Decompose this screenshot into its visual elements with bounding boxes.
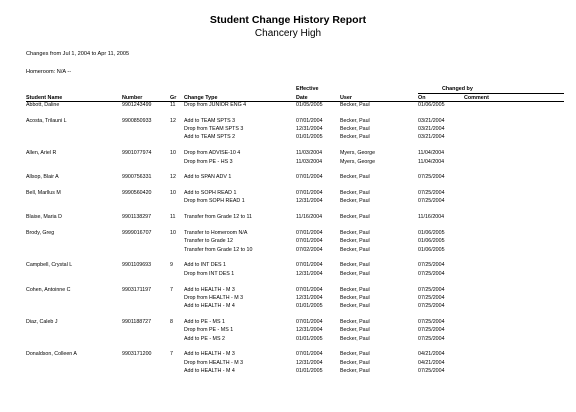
changed-on-date: 01/06/2005 [418,230,445,236]
changed-on-date: 11/04/2004 [418,158,445,165]
changed-by-user: Becker, Paul [340,294,370,301]
effective-date: 12/31/2004 [296,327,323,334]
student-name: Bell, Marllus M [26,190,61,197]
changed-by-user: Myers, George [340,150,376,157]
effective-date: 01/01/2005 [296,303,323,310]
header-user: User [340,95,352,101]
changed-by-user: Becker, Paul [340,198,370,205]
changed-on-date: 07/25/2004 [418,270,445,277]
effective-date: 07/01/2004 [296,318,323,325]
changed-on-date: 03/21/2004 [418,134,445,141]
header-grade: Gr [170,95,177,101]
header-effective: Effective [296,86,319,92]
change-type: Drop from TEAM SPTS 3 [184,126,244,133]
changed-on-date: 03/21/2004 [418,126,445,133]
student-number: 9903171197 [122,286,152,293]
effective-date: 07/01/2004 [296,174,323,181]
student-grade: 8 [170,318,173,325]
effective-date: 12/31/2004 [296,126,323,133]
changed-on-date: 07/25/2004 [418,174,445,181]
changed-on-date: 03/21/2004 [418,117,445,124]
effective-date: 07/01/2004 [296,230,323,236]
student-name: Abbott, Daline [26,102,60,108]
effective-date: 07/02/2004 [296,246,323,253]
student-number: 9900850933 [122,117,152,124]
student-grade: 10 [170,230,176,236]
student-grade: 12 [170,117,176,124]
student-name: Allsop, Blair A [26,174,59,181]
changed-by-user: Becker, Paul [340,318,370,325]
student-number: 9900756331 [122,174,152,181]
student-name: Cohen, Antoinne C [26,286,71,293]
change-type: Add to TEAM SPTS 3 [184,117,236,124]
student-number: 9901077974 [122,150,152,157]
changed-on-date: 01/06/2005 [418,102,445,108]
effective-date: 07/01/2004 [296,286,323,293]
change-type: Add to TEAM SPTS 2 [184,134,236,141]
changed-by-user: Becker, Paul [340,359,370,366]
effective-date: 07/01/2004 [296,262,323,269]
change-type: Add to PE - MS 1 [184,318,225,325]
changed-by-user: Myers, George [340,158,376,165]
homeroom-filter: Homeroom: N/A -- [26,69,72,75]
effective-date: 12/31/2004 [296,198,323,205]
changed-by-user: Becker, Paul [340,238,370,245]
change-type: Add to PE - MS 2 [184,335,225,342]
effective-date: 11/03/2004 [296,158,323,165]
report-title: Student Change History Report [209,14,367,26]
student-name: Brody, Greg [26,230,55,236]
effective-date: 07/01/2004 [296,238,323,245]
change-type: Add to SPAN ADV 1 [184,174,232,181]
student-number: 9901243499 [122,102,152,108]
change-type: Drop from JUNIOR ENG 4 [184,102,247,108]
student-grade: 7 [170,286,173,293]
change-type: Drop from HEALTH - M 3 [184,294,244,301]
changed-by-user: Becker, Paul [340,174,370,181]
changed-by-user: Becker, Paul [340,246,370,253]
header-effective-date: Date [296,95,308,101]
effective-date: 07/01/2004 [296,351,323,358]
student-name: Donaldson, Colleen A [26,351,77,358]
changed-on-date: 07/25/2004 [418,198,445,205]
change-type: Drop from PE - MS 1 [184,327,234,334]
changed-by-user: Becker, Paul [340,327,370,334]
header-on: On [418,95,426,101]
change-type: Add to HEALTH - M 4 [184,367,235,374]
changed-by-user: Becker, Paul [340,335,370,342]
header-number: Number [122,95,143,101]
changed-on-date: 04/21/2004 [418,359,445,366]
student-number: 9903171200 [122,351,152,358]
effective-date: 12/31/2004 [296,294,323,301]
changed-on-date: 07/25/2004 [418,286,445,293]
change-type: Add to HEALTH - M 3 [184,286,235,293]
effective-date: 01/01/2005 [296,134,323,141]
change-type: Transfer to Homeroom N/A [184,230,248,236]
change-type: Add to SOPH READ 1 [184,190,237,197]
effective-date: 01/05/2005 [296,102,323,108]
effective-date: 01/01/2005 [296,367,323,374]
changed-on-date: 01/06/2005 [418,238,445,245]
changed-on-date: 07/25/2004 [418,367,445,374]
change-type: Drop from ADVISE-10 4 [184,150,241,157]
student-number: 9901138297 [122,214,152,221]
changed-by-user: Becker, Paul [340,134,370,141]
changed-on-date: 11/04/2004 [418,150,445,157]
effective-date: 07/01/2004 [296,190,323,197]
change-type: Transfer to Grade 12 [184,238,233,245]
header-student-name: Student Name [26,95,63,101]
changed-on-date: 11/16/2004 [418,214,445,221]
school-name: Chancery High [254,28,322,39]
student-grade: 11 [170,102,176,108]
effective-date: 01/01/2005 [296,335,323,342]
header-changed-by: Changed by [442,86,473,92]
changed-on-date: 07/25/2004 [418,327,445,334]
changed-by-user: Becker, Paul [340,190,370,197]
changed-by-user: Becker, Paul [340,102,370,108]
student-grade: 10 [170,190,176,197]
change-type: Drop from SOPH READ 1 [184,198,245,205]
change-type: Add to HEALTH - M 4 [184,303,235,310]
student-number: 9901109693 [122,262,152,269]
changed-on-date: 04/21/2004 [418,351,445,358]
changed-by-user: Becker, Paul [340,214,370,221]
changed-by-user: Becker, Paul [340,262,370,269]
changed-by-user: Becker, Paul [340,126,370,133]
changed-on-date: 07/25/2004 [418,294,445,301]
student-grade: 12 [170,174,176,181]
change-type: Add to INT DES 1 [184,262,227,269]
header-comment: Comment [464,95,489,101]
changed-on-date: 07/25/2004 [418,262,445,269]
changed-by-user: Becker, Paul [340,367,370,374]
header-change-type: Change Type [184,95,218,101]
effective-date: 12/31/2004 [296,270,323,277]
student-grade: 7 [170,351,173,358]
changed-by-user: Becker, Paul [340,286,370,293]
student-grade: 10 [170,150,176,157]
changed-on-date: 07/25/2004 [418,190,445,197]
date-range: Changes from Jul 1, 2004 to Apr 11, 2005 [26,51,130,57]
changed-by-user: Becker, Paul [340,270,370,277]
changed-on-date: 01/06/2005 [418,246,445,253]
change-type: Drop from HEALTH - M 3 [184,359,244,366]
student-grade: 9 [170,262,173,269]
changed-by-user: Becker, Paul [340,230,370,236]
changed-on-date: 07/25/2004 [418,318,445,325]
student-name: Campbell, Crystal L [26,262,73,269]
changed-by-user: Becker, Paul [340,303,370,310]
effective-date: 12/31/2004 [296,359,323,366]
effective-date: 11/03/2004 [296,150,323,157]
student-name: Acosta, Trilauni L [26,117,67,124]
changed-by-user: Becker, Paul [340,351,370,358]
student-number: 9999016707 [122,230,152,236]
change-type: Add to HEALTH - M 3 [184,351,235,358]
student-number: 9990560420 [122,190,152,197]
change-type: Transfer from Grade 12 to 11 [184,214,253,221]
change-type: Transfer from Grade 12 to 10 [184,246,253,253]
change-type: Drop from PE - HS 3 [184,158,233,165]
student-grade: 11 [170,214,176,221]
change-type: Drop from INT DES 1 [184,270,235,277]
student-number: 9901188727 [122,318,152,325]
student-name: Blaise, Maria D [26,214,62,221]
changed-on-date: 07/25/2004 [418,335,445,342]
changed-by-user: Becker, Paul [340,117,370,124]
effective-date: 11/16/2004 [296,214,323,221]
student-name: Diaz, Caleb J [26,318,58,325]
effective-date: 07/01/2004 [296,117,323,124]
student-name: Allen, Ariel R [26,150,57,157]
changed-on-date: 07/25/2004 [418,303,445,310]
